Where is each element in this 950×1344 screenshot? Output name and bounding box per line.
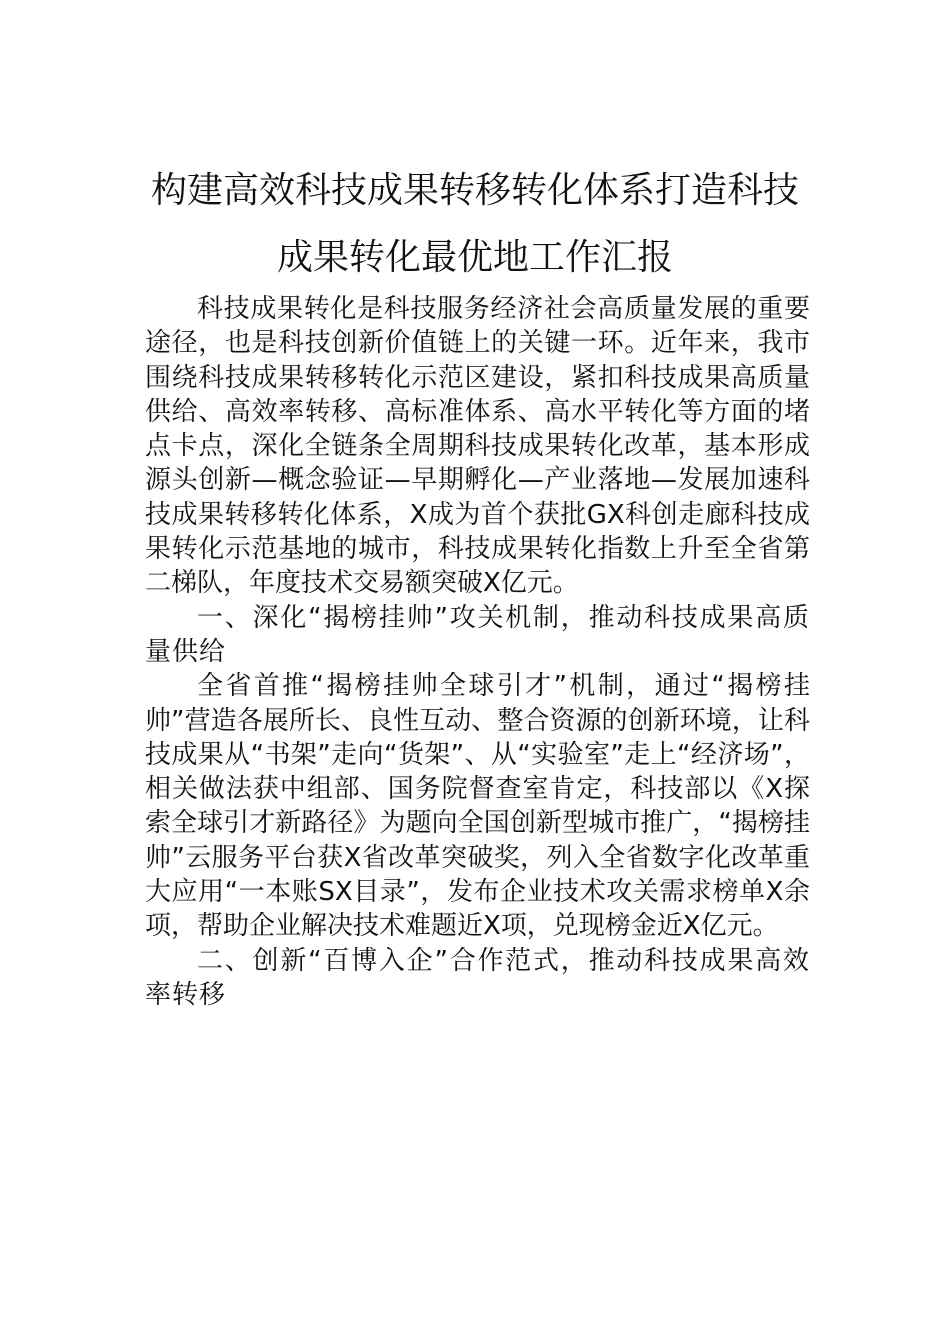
section-1-paragraph: 全省首推“揭榜挂帅全球引才”机制，通过“揭榜挂帅”营造各展所长、良性互动、整合资源的创新环境，让科技成果从“书架”走向“货架”、从“实验室”走上“经济场”，相关做法获中组部、国务院督查室肯定，科技部以《X探索全球引才新路径》为题向全国创新型城市推广，“揭榜挂帅”云服务平台获X省改革突破奖，列入全省数字化改革重大应用“一本账SX目录”，发布企业技术攻关需求榜单X余项，帮助企业解决技术难题近X项，兑现榜金近X亿元。 (145, 671, 810, 942)
section-1-heading: 一、深化“揭榜挂帅”攻关机制，推动科技成果高质量供给 (145, 602, 810, 667)
document-title-line-2: 成果转化最优地工作汇报 (276, 237, 673, 278)
intro-paragraph: 科技成果转化是科技服务经济社会高质量发展的重要途径，也是科技创新价值链上的关键一环。近年来，我市围绕科技成果转移转化示范区建设，紧扣科技成果高质量供给、高效率转移、高标准体系、高水平转化等方面的堵点卡点，深化全链条全周期科技成果转化改革，基本形成源头创新—概念验证—早期孵化—产业落地—发展加速科技成果转移转化体系，X成为首个获批GX科创走廊科技成果转化示范基地的城市，科技成果转化指数上升至全省第二梯队，年度技术交易额突破X亿元。 (145, 294, 810, 599)
document-body (145, 292, 810, 1012)
section-2-heading: 二、创新“百博入企”合作范式，推动科技成果高效率转移 (145, 945, 810, 1010)
document-title-line-1: 构建高效科技成果转移转化体系打造科技 (150, 170, 799, 211)
